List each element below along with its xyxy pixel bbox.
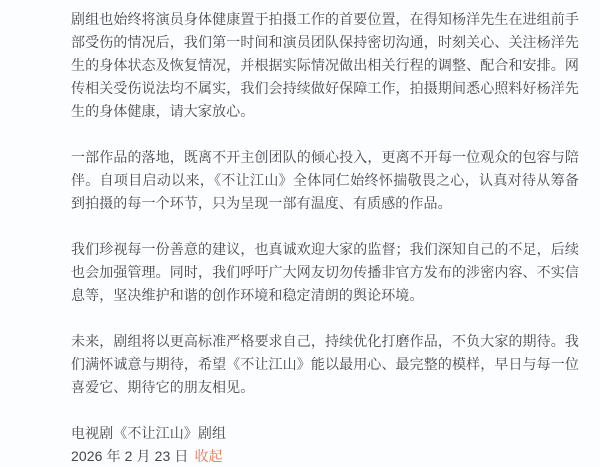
statement-paragraph-3: 我们珍视每一份善意的建议，也真诚欢迎大家的监督；我们深知自己的不足，后续也会加强管理。同时，我们呼吁广大网友切勿传播非官方发布的涉密内容、不实信息等，坚决维护和谐的创作环境和稳定清朗的舆论环境。: [71, 241, 579, 303]
post-date: 2026 年 2 月 23 日: [71, 448, 189, 464]
signature-line: 电视剧《不让江山》剧组: [71, 425, 227, 441]
collapse-link[interactable]: 收起: [194, 448, 223, 464]
statement-paragraph-4: 未来，剧组将以更高标准严格要求自己，持续优化打磨作品，不负大家的期待。我们满怀诚意与期待，希望《不让江山》能以最用心、最完整的模样，早日与每一位喜爱它、期待它的朋友相见。: [71, 333, 579, 395]
statement-paragraph-1: 剧组也始终将演员身体健康置于拍摄工作的首要位置，在得知杨洋先生在进组前手部受伤的情况后，我们第一时间和演员团队保持密切沟通，时刻关心、关注杨洋先生的身体状态及恢复情况，并根据实际情况做出相关行程的调整、配合和安排。网传相关受伤说法均不属实，我们会持续做好保障工作，拍摄期间悉心照料好杨洋先生的身体健康，请大家放心。: [71, 11, 579, 119]
statement-paragraph-2: 一部作品的落地，既离不开主创团队的倾心投入，更离不开每一位观众的包容与陪伴。自项目启动以来，《不让江山》全体同仁始终怀揣敬畏之心，认真对待从筹备到拍摄的每一个环节，只为呈现一部有温度、有质感的作品。: [71, 149, 579, 211]
date-line: [71, 445, 579, 467]
